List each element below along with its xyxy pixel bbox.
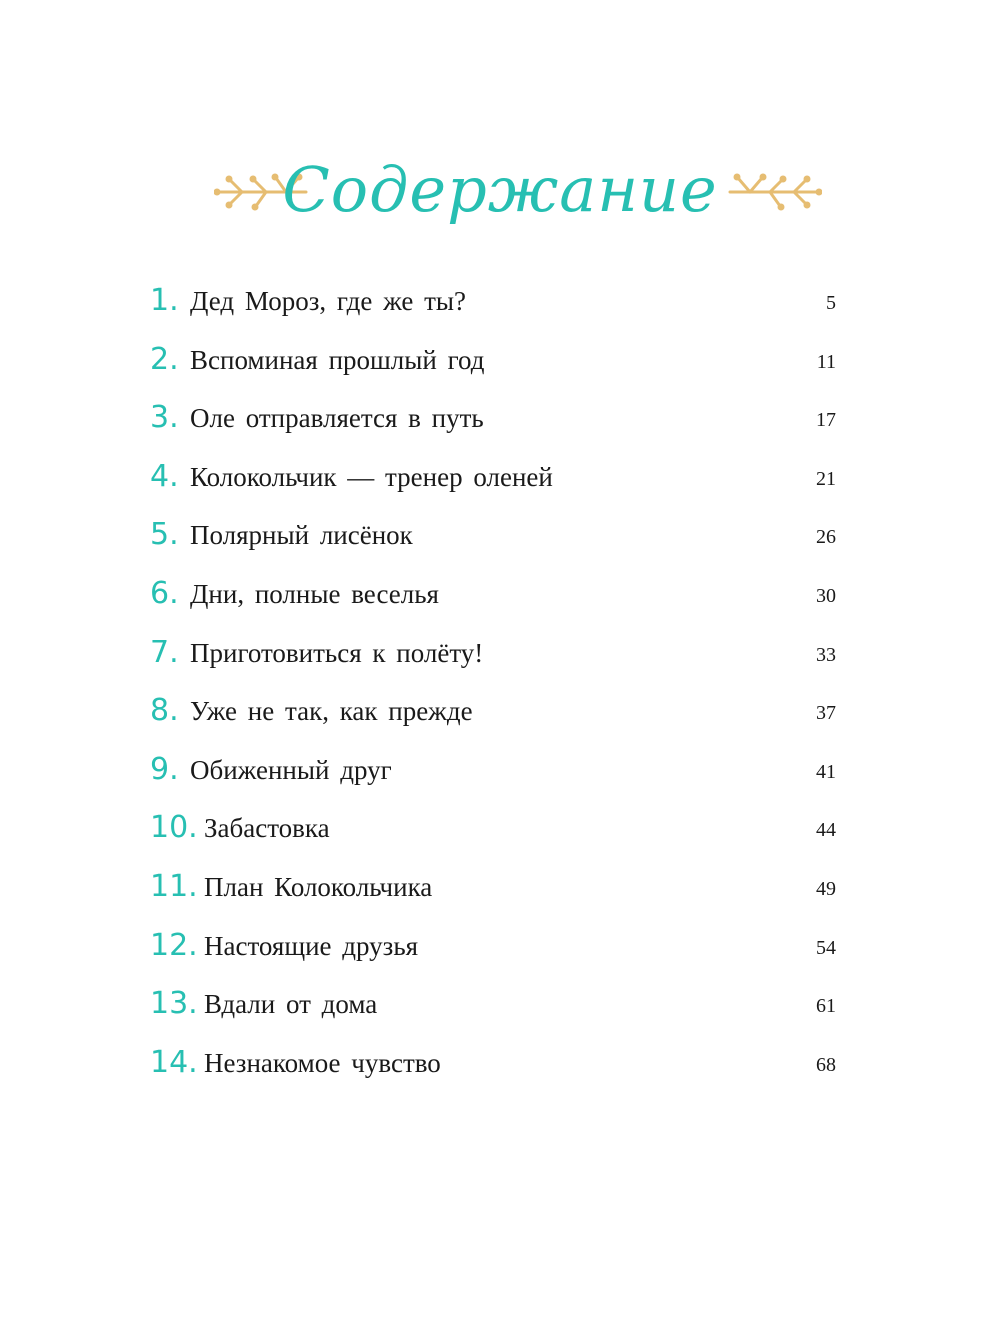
chapter-title: Вспоминая прошлый год: [190, 344, 485, 375]
chapter-title: Приготовиться к полёту!: [190, 637, 484, 668]
toc-entry[interactable]: [150, 448, 840, 507]
chapter-title: Оле отправляется в путь: [190, 403, 484, 434]
chapter-number: 6.: [150, 575, 179, 611]
toc-entry[interactable]: [150, 565, 840, 624]
toc-entry[interactable]: [150, 272, 840, 331]
page-number: 33: [816, 643, 836, 666]
toc-entry[interactable]: [150, 799, 840, 858]
chapter-number: 3.: [150, 400, 179, 436]
chapter-number: 5.: [150, 517, 179, 553]
toc-entry[interactable]: [150, 331, 840, 390]
page-number: 61: [816, 995, 836, 1018]
page-number: 11: [816, 350, 836, 373]
toc-entry[interactable]: [150, 506, 840, 565]
page-title: Содержание: [282, 153, 718, 226]
chapter-number: 12.: [150, 927, 198, 963]
table-of-contents: [150, 272, 840, 1092]
chapter-number: 1.: [150, 283, 179, 318]
chapter-number: 13.: [150, 986, 198, 1022]
chapter-title: Обиженный друг: [190, 754, 392, 785]
chapter-number: 2.: [150, 341, 179, 377]
chapter-title: Вдали от дома: [204, 989, 378, 1020]
chapter-title: Забастовка: [204, 813, 330, 844]
page-number: 30: [816, 584, 836, 607]
page-number: 68: [816, 1053, 836, 1076]
toc-entry[interactable]: [150, 1034, 840, 1093]
page-number: 26: [816, 526, 836, 549]
chapter-number: 11.: [150, 868, 198, 904]
chapter-number: 7.: [150, 634, 179, 670]
toc-entry[interactable]: [150, 682, 840, 741]
right-branch-ornament-icon: [726, 168, 822, 212]
toc-header: [0, 150, 1000, 230]
toc-entry[interactable]: [150, 389, 840, 448]
chapter-number: 8.: [150, 693, 179, 729]
toc-entry[interactable]: [150, 975, 840, 1034]
chapter-number: 9.: [150, 751, 179, 787]
chapter-title: Дед Мороз, где же ты?: [190, 286, 467, 316]
page-number: 17: [816, 409, 836, 432]
chapter-title: Полярный лисёнок: [190, 520, 413, 551]
chapter-number: 4.: [150, 458, 179, 494]
chapter-title: Колокольчик — тренер оленей: [190, 461, 553, 492]
page-number: 5: [826, 292, 836, 314]
toc-entry[interactable]: [150, 917, 840, 976]
toc-entry[interactable]: [150, 741, 840, 800]
page-number: 49: [816, 877, 836, 900]
toc-entry[interactable]: [150, 858, 840, 917]
chapter-title: План Колокольчика: [204, 871, 433, 902]
page-number: 37: [816, 702, 836, 725]
chapter-number: 14.: [150, 1044, 198, 1080]
chapter-title: Уже не так, как прежде: [190, 696, 473, 727]
page-number: 41: [816, 760, 836, 783]
page-number: 21: [816, 467, 836, 490]
page-number: 54: [816, 936, 836, 959]
chapter-title: Незнакомое чувство: [204, 1047, 441, 1078]
chapter-title: Настоящие друзья: [204, 930, 419, 961]
page-number: 44: [816, 819, 836, 842]
chapter-title: Дни, полные веселья: [190, 578, 439, 609]
chapter-number: 10.: [150, 810, 198, 846]
toc-entry[interactable]: [150, 624, 840, 683]
